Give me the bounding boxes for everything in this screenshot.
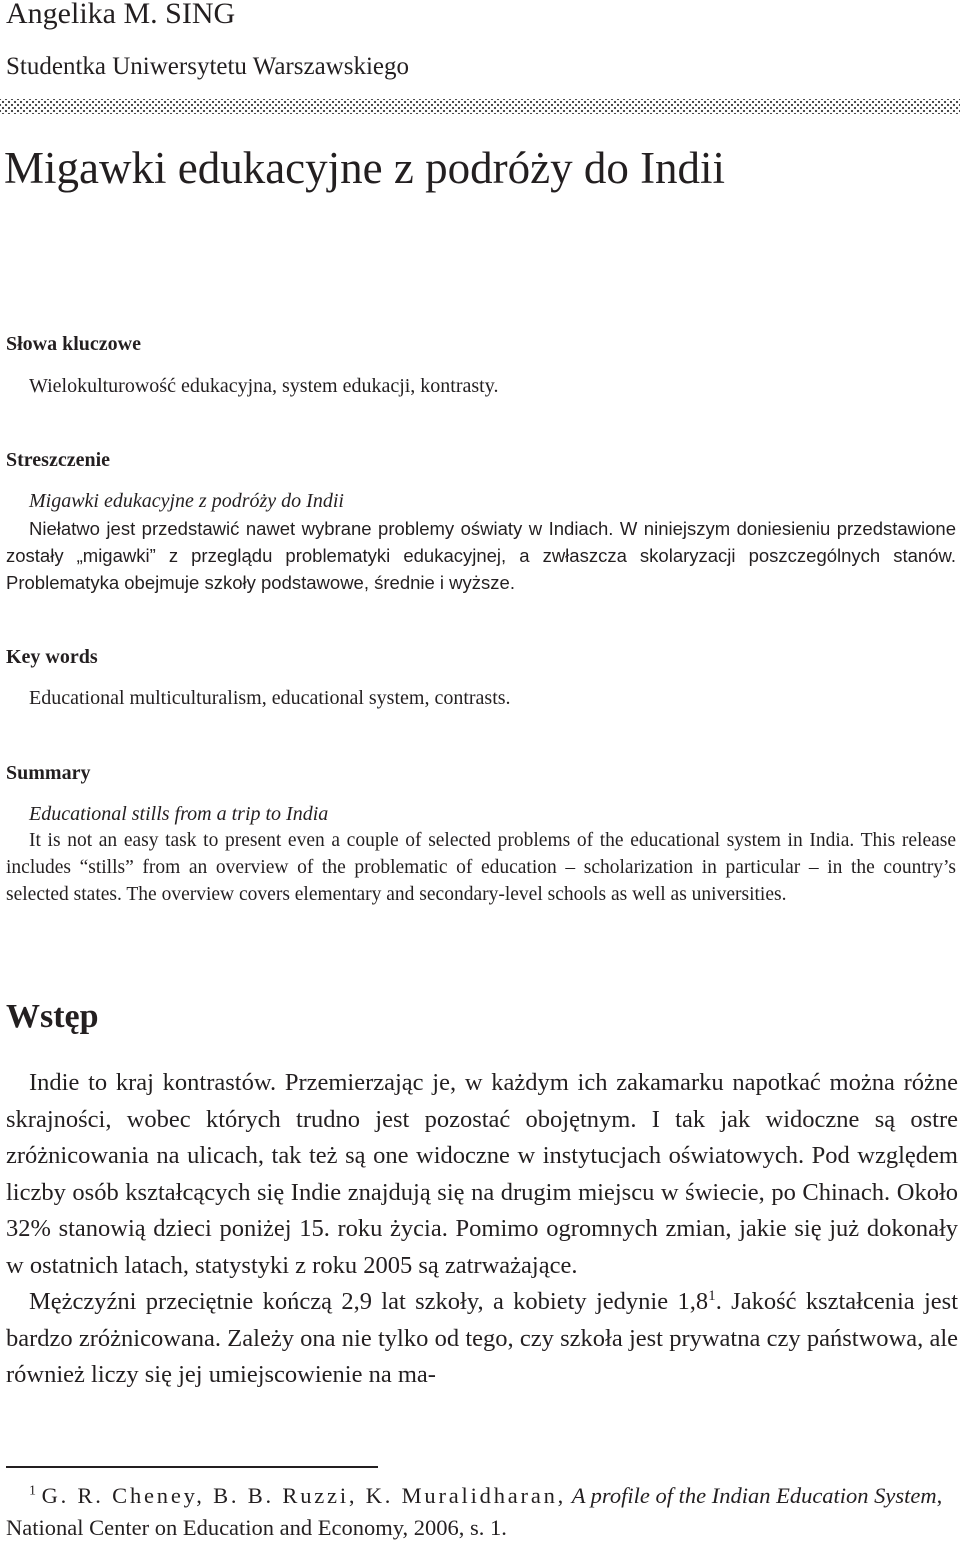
footnote-marker: 1	[29, 1483, 36, 1499]
abstract-pl-paragraph: Niełatwo jest przedstawić nawet wybrane problemy oświaty w Indiach. W niniejszym doniesieniu przedstawione zostały „migawki” z przeglądu problematyki edukacyjnej, a zwłaszcza skolaryzacji poszczególnych stanów. Problematyka obejmuje szkoły podstawowe, średnie i wyższe.	[6, 518, 956, 593]
author-affiliation: Studentka Uniwersytetu Warszawskiego	[6, 53, 409, 80]
body-paragraph-1: Indie to kraj kontrastów. Przemierzając je, w każdym ich zakamarku napotkać można różne skrajności, wobec których trudno jest pozostać obojętnym. I tak jak widoczne są ostre zróżnicowania na ulicach, tak też są one widoczne w instytucjach oświatowych. Pod względem liczby osób kształcących się Indie znajdują się na drugim miejscu w świecie, po Chinach. Około 32% stanowią dzieci poniżej 15. roku życia. Pomimo ogromnych zmian, jakie się już dokonały w ostatnich latach, statystyki z roku 2005 są zatrważające.	[6, 1069, 958, 1279]
abstract-en-text	[6, 827, 956, 908]
abstract-pl-text	[6, 515, 956, 596]
footnote-publisher: , National Center on Education and Economy, 2006, s. 1.	[6, 1483, 943, 1540]
footnote-reference[interactable]: 1	[708, 1286, 716, 1304]
section-heading: Wstęp	[6, 998, 99, 1035]
body-paragraph-2	[6, 1284, 958, 1394]
footnote-source-title: A profile of the Indian Education System	[571, 1483, 937, 1508]
footnote-authors: G. R. Cheney, B. B. Ruzzi, K. Muralidharan,	[41, 1483, 567, 1508]
footnote	[6, 1480, 958, 1544]
keywords-pl-heading: Słowa kluczowe	[6, 333, 141, 355]
abstract-pl-subtitle: Migawki edukacyjne z podróży do Indii	[29, 490, 344, 512]
author-name: Angelika M. SING	[6, 0, 236, 30]
dotted-divider	[0, 99, 960, 114]
footnote-text	[6, 1480, 958, 1544]
body-paragraph-2-part-2: . Jakość kształcenia jest bardzo zróżnicowana. Zależy ona nie tylko od tego, czy szkoła jest prywatna czy państwowa, ale również liczy się jej umiejscowienie na ma-	[6, 1288, 959, 1388]
abstract-pl-heading: Streszczenie	[6, 449, 111, 471]
footnote-divider	[6, 1466, 378, 1468]
body-paragraph-2-part-1: Mężczyźni przeciętnie kończą 2,9 lat szkoły, a kobiety jedynie 1,8	[29, 1288, 709, 1315]
keywords-en-heading: Key words	[6, 646, 98, 668]
abstract-en-subtitle: Educational stills from a trip to India	[29, 803, 329, 825]
keywords-pl-text: Wielokulturowość edukacyjna, system edukacji, kontrasty.	[29, 375, 499, 397]
abstract-en-paragraph: It is not an easy task to present even a couple of selected problems of the educational system in India. This release includes “stills” from an overview of the problematic of education – scholarization in particular – in the country’s selected states. The overview covers elementary and secondary-level schools as well as universities.	[6, 830, 956, 905]
keywords-en-text: Educational multiculturalism, educational system, contrasts.	[29, 687, 511, 709]
abstract-en-heading: Summary	[6, 762, 91, 784]
article-title: Migawki edukacyjne z podróży do Indii	[4, 143, 726, 193]
section-body	[6, 1065, 958, 1394]
